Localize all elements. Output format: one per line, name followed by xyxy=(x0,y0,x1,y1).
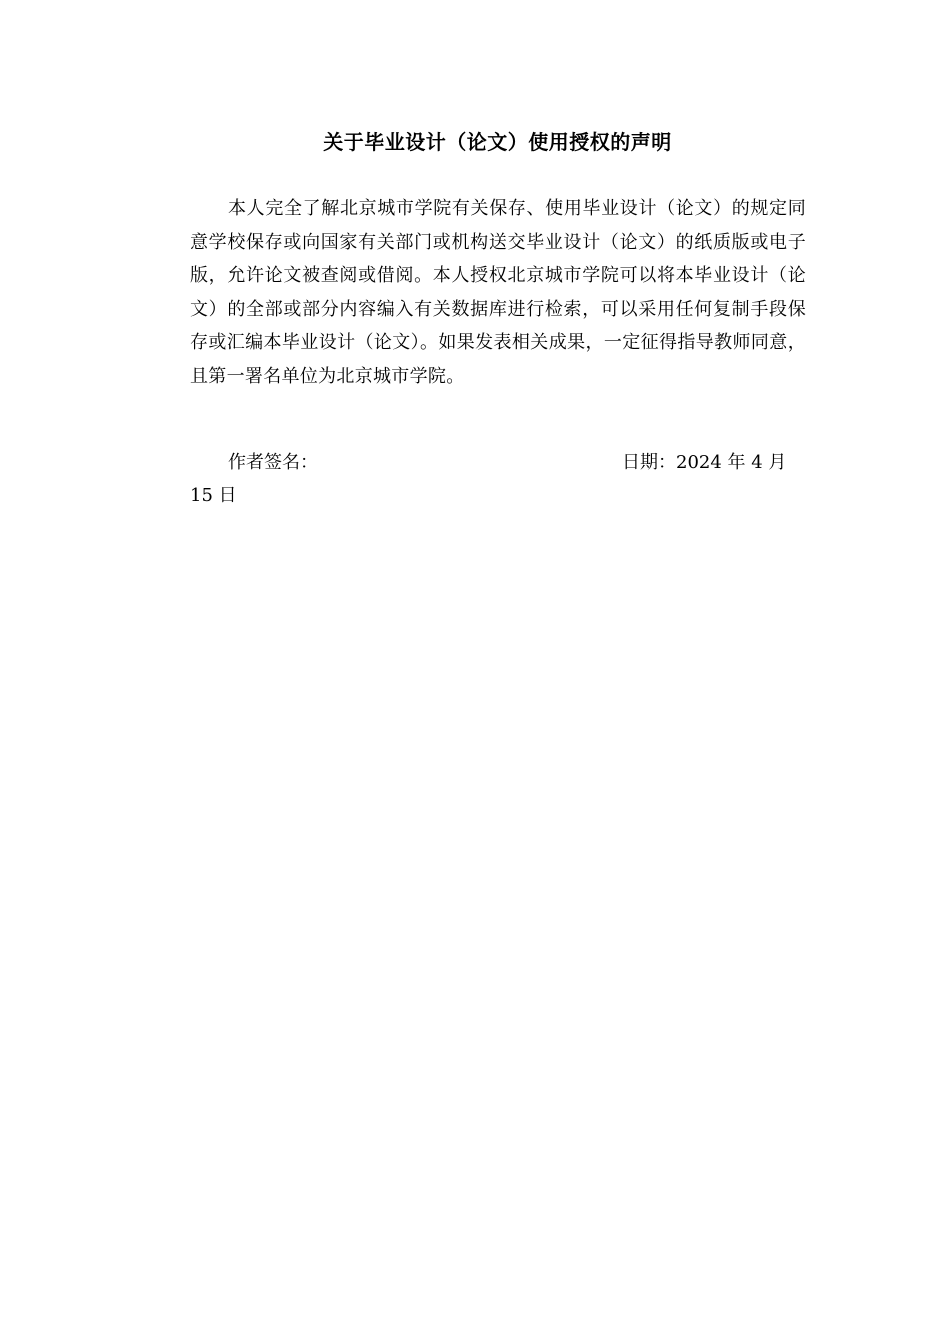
declaration-paragraph: 本人完全了解北京城市学院有关保存、使用毕业设计（论文）的规定同意学校保存或向国家有关部门或机构送交毕业设计（论文）的纸质版或电子版，允许论文被查阅或借阅。本人授权北京城市学院可以将本毕业设计（论文）的全部或部分内容编入有关数据库进行检索，可以采用任何复制手段保存或汇编本毕业设计（论文）。如果发表相关成果，一定征得指导教师同意，且第一署名单位为北京城市学院。 xyxy=(190,198,806,387)
date-day: 15 日 xyxy=(190,485,237,506)
author-signature-label: 作者签名： xyxy=(228,452,318,473)
date-label: 日期：2024 年 4 月 xyxy=(622,452,787,473)
page-title: 关于毕业设计（论文）使用授权的声明 xyxy=(323,130,672,154)
